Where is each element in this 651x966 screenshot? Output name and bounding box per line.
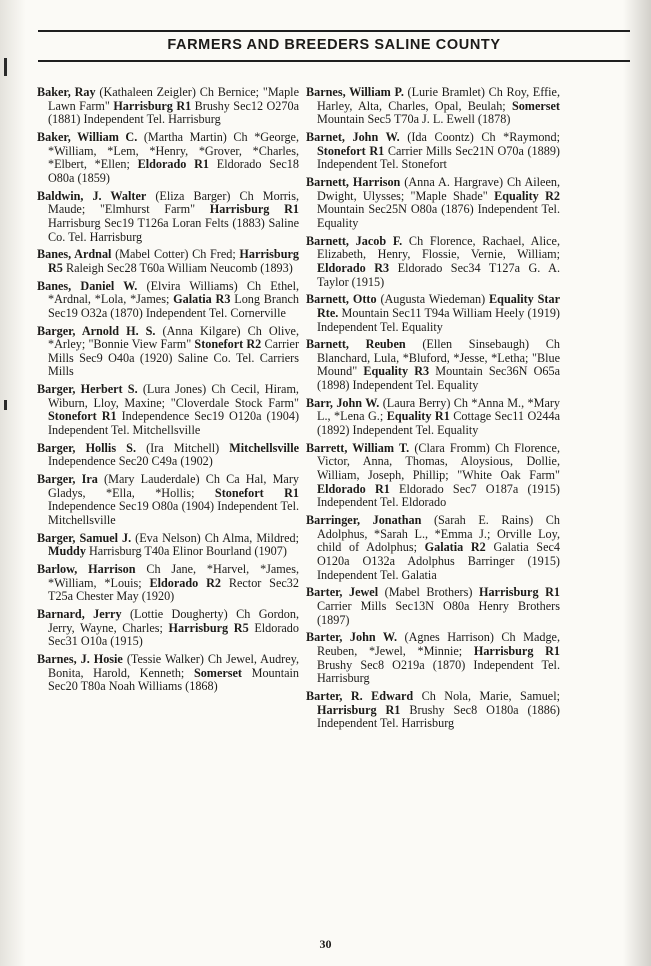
page-header-title: FARMERS AND BREEDERS SALINE COUNTY <box>167 37 501 53</box>
entry-name: Barnes, J. Hosie <box>37 651 123 666</box>
page-number: 30 <box>319 937 332 951</box>
entry-name: Barnett, Harrison <box>306 174 401 189</box>
entry-name: Baker, Ray <box>37 85 96 99</box>
directory-entry <box>37 473 299 528</box>
entry-address: Eldorado R2 <box>149 575 222 590</box>
left-column <box>37 86 299 698</box>
directory-entry <box>306 442 560 510</box>
entry-address: Eldorado R1 <box>137 157 210 172</box>
entry-name: Barter, Jewel <box>306 585 379 600</box>
entry-name: Baker, William C. <box>37 129 138 144</box>
entry-location: Carrier Mills Sec13N O80a Henry Brothers (1897) <box>317 598 560 627</box>
entry-details: (Anna Kilgare) Ch Olive, *Arley; "Bonnie View Farm" <box>48 323 299 352</box>
directory-entry <box>37 383 299 438</box>
entry-details: (Mary Lauderdale) Ch Ca Hal, Mary Gladys, *Ella, *Hollis; <box>48 472 299 500</box>
entry-name: Barnett, Jacob F. <box>306 233 403 248</box>
directory-entry <box>37 280 299 321</box>
binding-mark <box>4 400 7 410</box>
directory-entry <box>306 631 560 686</box>
entry-address: Harrisburg R1 <box>113 98 192 113</box>
entry-address: Harrisburg R5 <box>48 247 299 275</box>
entry-address: Equality Star Rte. <box>317 292 560 320</box>
entry-address: Stonefort R1 <box>317 143 385 158</box>
entry-name: Barger, Ira <box>37 472 98 487</box>
entry-address: Muddy <box>48 544 86 559</box>
entry-details: Ch Jane, *Harvel, *James, *William, *Louis; <box>48 562 299 590</box>
entry-name: Barnett, Otto <box>306 292 377 307</box>
entry-location: Mountain Sec5 T70a J. L. Ewell (1878) <box>317 112 511 127</box>
entry-address: Stonefort R1 <box>48 409 117 424</box>
entry-address: Equality R2 <box>494 188 560 203</box>
entry-details: (Anna A. Hargrave) Ch Aileen, Dwight, Ulysses; "Maple Shade" <box>317 174 560 203</box>
entry-address: Harrisburg R5 <box>168 620 249 635</box>
entry-location: Rector Sec32 T25a Chester May (1920) <box>48 575 299 604</box>
page-left-shadow <box>0 0 26 966</box>
entry-details: (Lottie Dougherty) Ch Gordon, Jerry, Wayne, Charles; <box>48 606 300 635</box>
entry-address: Eldorado R3 <box>317 260 390 275</box>
entry-name: Barnard, Jerry <box>37 606 122 621</box>
entry-location: Brushy Sec8 O180a (1886) Independent Tel. Harrisburg <box>317 702 560 731</box>
entry-location: Carrier Mills Sec9 O40a (1920) Saline Co. Tel. Carriers Mills <box>48 337 300 379</box>
entry-name: Barnett, Reuben <box>306 337 406 352</box>
directory-entry <box>37 248 299 275</box>
page-right-shadow <box>623 0 651 966</box>
directory-entry <box>306 86 560 127</box>
entry-details: (Ida Coontz) Ch *Raymond; <box>399 129 560 144</box>
entry-address: Harrisburg R1 <box>209 202 300 217</box>
header-rule-bottom <box>38 60 630 62</box>
entry-details: (Lura Jones) Ch Cecil, Hiram, Wiburn, Lloy, Maxine; "Cloverdale Stock Farm" <box>48 382 299 410</box>
entry-location: Long Branch Sec19 O32a (1870) Independent Tel. Cornerville <box>48 292 299 320</box>
entry-address: Equality R1 <box>386 409 450 424</box>
entry-details: (Sarah E. Rains) Ch Adolphus, *Sarah L., *Emma J.; Orville Loy, child of Adolphus; <box>317 513 560 555</box>
entry-address: Somerset <box>193 665 242 680</box>
entry-location: Mountain Sec25N O80a (1876) Independent Tel. Equality <box>317 202 560 230</box>
entry-details: (Clara Fromm) Ch Florence, Victor, Anna, Thomas, Aloysious, Dollie, William, Joseph, Phillip; "White Oak Farm" <box>317 440 560 483</box>
entry-address: Harrisburg R1 <box>317 702 401 717</box>
entry-location: Harrisburg T40a Elinor Bourland (1907) <box>85 544 287 559</box>
entry-address: Eldorado R1 <box>317 481 390 496</box>
entry-name: Barnet, John W. <box>306 129 400 144</box>
directory-entry <box>37 653 299 694</box>
entry-details: (Tessie Walker) Ch Jewel, Audrey, Bonita, Harold, Kenneth; <box>48 651 299 680</box>
entry-details: (Mabel Brothers) <box>378 585 479 600</box>
directory-entry <box>37 532 299 559</box>
entry-details: (Ellen Sinsebaugh) Ch Blanchard, Lula, *Bluford, *Jesse, *Letha; "Blue Mound" <box>317 337 560 379</box>
entry-details: (Eliza Barger) Ch Morris, Maude; "Elmhurst Farm" <box>48 188 299 217</box>
entry-name: Barrett, William T. <box>306 440 410 455</box>
entry-location: Independence Sec19 O80a (1904) Independent Tel. Mitchellsville <box>48 499 299 528</box>
entry-name: Barger, Arnold H. S. <box>37 323 156 338</box>
entry-location: Eldorado Sec18 O80a (1859) <box>48 157 299 185</box>
directory-entry <box>37 325 299 380</box>
entry-name: Barringer, Jonathan <box>306 513 422 528</box>
entry-name: Banes, Daniel W. <box>37 278 138 293</box>
directory-entry <box>37 563 299 604</box>
entry-name: Baldwin, J. Walter <box>37 188 147 203</box>
entry-address: Stonefort R2 <box>194 337 262 352</box>
entry-address: Mitchellsville <box>229 440 299 455</box>
directory-entry <box>37 608 299 649</box>
entry-details: Ch Nola, Marie, Samuel; <box>413 688 560 703</box>
entry-details: Ch Florence, Rachael, Alice, Elizabeth, Henry, Flossie, Vernie, William; <box>317 233 561 262</box>
directory-entry <box>306 586 560 627</box>
entry-address: Galatia R3 <box>173 292 231 307</box>
entry-location: Mountain Sec20 T80a Noah Williams (1868) <box>48 665 299 694</box>
entry-address: Harrisburg R1 <box>478 585 560 600</box>
directory-entry <box>306 690 560 731</box>
entry-details: (Lurie Bramlet) Ch Roy, Effie, Harley, Alta, Charles, Opal, Beulah; <box>317 85 560 113</box>
directory-entry <box>306 397 560 438</box>
entry-details: (Eva Nelson) Ch Alma, Mildred; <box>131 530 299 545</box>
header-rule-top <box>38 30 630 32</box>
directory-entry <box>37 190 299 245</box>
directory-entry <box>306 514 560 582</box>
entry-details: (Mabel Cotter) Ch Fred; <box>111 247 240 262</box>
entry-details: (Ira Mitchell) <box>136 440 230 455</box>
entry-details: (Laura Berry) Ch *Anna M., *Mary L., *Lena G.; <box>317 395 561 424</box>
entry-location: Eldorado Sec7 O187a (1915) Independent Tel. Eldorado <box>317 481 560 510</box>
entry-details: (Kathaleen Zeigler) Ch Bernice; "Maple Lawn Farm" <box>48 85 299 113</box>
entry-location: Mountain Sec36N O65a (1898) Independent Tel. Equality <box>317 364 560 393</box>
entry-location: Independence Sec19 O120a (1904) Independent Tel. Mitchellsville <box>48 409 299 438</box>
entry-location: Independence Sec20 C49a (1902) <box>48 454 213 469</box>
entry-address: Somerset <box>511 98 560 113</box>
entry-location: Raleigh Sec28 T60a William Neucomb (1893) <box>62 260 293 275</box>
entry-name: Barnes, William P. <box>306 85 404 99</box>
entry-location: Brushy Sec12 O270a (1881) Independent Tel. Harrisburg <box>48 98 299 127</box>
entry-name: Barter, John W. <box>306 630 398 645</box>
entry-location: Carrier Mills Sec21N O70a (1889) Independent Tel. Stonefort <box>317 143 560 172</box>
entry-location: Cottage Sec11 O244a (1892) Independent Tel. Equality <box>317 409 560 438</box>
directory-entry <box>306 176 560 231</box>
directory-entry <box>37 86 299 127</box>
entry-address: Harrisburg R1 <box>473 643 560 658</box>
entry-details: (Augusta Wiedeman) <box>376 292 490 307</box>
entry-name: Barr, John W. <box>306 395 380 410</box>
entry-details: (Elvira Williams) Ch Ethel, *Ardnal, *Lola, *James; <box>48 278 300 307</box>
entry-name: Barger, Hollis S. <box>37 440 136 455</box>
entry-name: Banes, Ardnal <box>37 247 112 262</box>
right-column <box>306 86 560 735</box>
entry-name: Barter, R. Edward <box>306 688 414 703</box>
entry-location: Brushy Sec8 O219a (1870) Independent Tel. Harrisburg <box>317 657 560 686</box>
entry-location: Eldorado Sec34 T127a G. A. Taylor (1915) <box>317 260 560 289</box>
binding-mark <box>4 58 7 76</box>
entry-details: (Martha Martin) Ch *George, *William, *Lem, *Henry, *Grover, *Charles, *Elbert, *Ellen; <box>48 129 299 172</box>
directory-entry <box>306 293 560 334</box>
entry-name: Barger, Herbert S. <box>37 382 138 397</box>
directory-entry <box>37 131 299 186</box>
entry-location: Harrisburg Sec19 T126a Loran Felts (1883) Saline Co. Tel. Harrisburg <box>48 215 299 244</box>
directory-entry <box>306 131 560 172</box>
entry-address: Galatia R2 <box>424 540 486 555</box>
entry-name: Barlow, Harrison <box>37 562 136 576</box>
entry-location: Galatia Sec4 O120a O132a Adolphus Barringer (1915) Independent Tel. Galatia <box>317 540 560 582</box>
entry-location: Eldorado Sec31 O10a (1915) <box>48 620 299 649</box>
entry-details: (Agnes Harrison) Ch Madge, Reuben, *Jewel, *Minnie; <box>317 630 560 658</box>
directory-entry <box>37 442 299 469</box>
entry-location: Mountain Sec11 T94a William Heely (1919) Independent Tel. Equality <box>317 305 560 334</box>
directory-entry <box>306 235 560 290</box>
entry-address: Stonefort R1 <box>214 485 299 500</box>
entry-address: Equality R3 <box>363 364 430 379</box>
directory-entry <box>306 338 560 393</box>
entry-name: Barger, Samuel J. <box>37 530 132 545</box>
